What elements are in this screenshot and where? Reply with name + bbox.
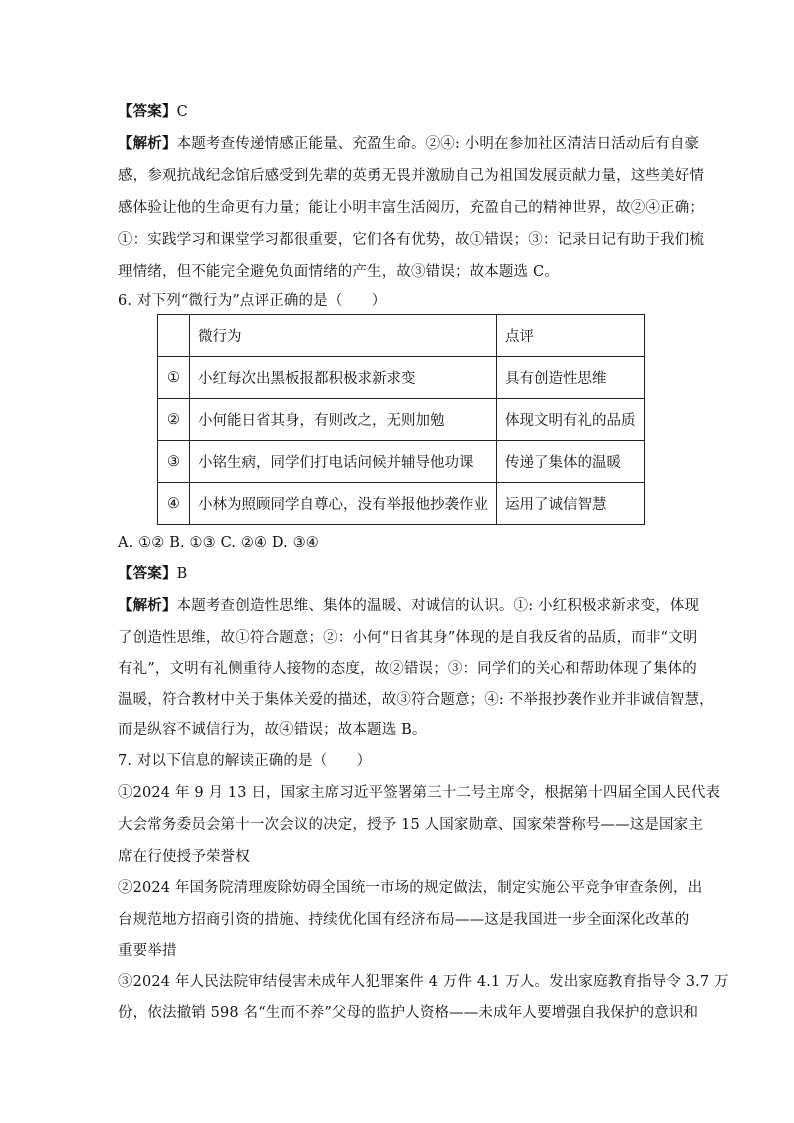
q6-options: A. ①② B. ①③ C. ②④ D. ③④ [118,535,319,551]
table-header-comment: 点评 [497,315,645,357]
q7-line: 台规范地方招商引资的措施、持续优化国有经济布局——这是我国进一步全面深化改革的 [118,912,690,928]
row-number: ④ [158,483,190,525]
q6-analysis-line: 而是纵容不诚信行为，故④错误；故本题选 B。 [118,722,427,738]
q7-line: ③2024 年人民法院审结侵害未成年人犯罪案件 4 万件 4.1 万人。发出家庭教育指导令 3.7 万 [118,974,729,990]
comment-cell: 运用了诚信智慧 [497,483,645,525]
q6-question: 6. 对下列“微行为”点评正确的是（ ） [118,293,387,309]
micro-behavior-table [157,314,645,525]
q5-answer: 【答案】C [118,103,188,120]
table-row [158,399,645,441]
behavior-cell: 小红每次出黑板报都积极求新求变 [190,357,497,399]
table-header-row [158,315,645,357]
q5-analysis-line: 感，参观抗战纪念馆后感受到先辈的英勇无畏并激励自己为祖国发展贡献力量，这些美好情 [118,168,704,184]
behavior-cell: 小何能日省其身，有则改之，无则加勉 [190,399,497,441]
table-row [158,483,645,525]
table-row [158,441,645,483]
q5-analysis-line: ①：实践学习和课堂学习都很重要，它们各有优势，故①错误；③：记录日记有助于我们梳 [118,232,704,248]
row-number: ② [158,399,190,441]
behavior-cell: 小林为照顾同学自尊心，没有举报他抄袭作业 [190,483,497,525]
q7-question: 7. 对以下信息的解读正确的是（ ） [118,753,372,769]
q5-analysis-line: 感体验让他的生命更有力量；能让小明丰富生活阅历，充盈自己的精神世界，故②④正确； [118,200,704,216]
q6-analysis-line: 有礼”，文明有礼侧重待人接物的态度，故②错误；③：同学们的关心和帮助体现了集体的 [118,661,697,677]
q5-analysis-line: 【解析】本题考查传递情感正能量、充盈生命。②④: 小明在参加社区清洁日活动后有自豪 [118,135,700,152]
table-header-behavior: 微行为 [190,315,497,357]
comment-cell: 具有创造性思维 [497,357,645,399]
q7-line: 份，依法撤销 598 名“生而不养”父母的监护人资格——未成年人要增强自我保护的意识和 [118,1005,699,1021]
q7-line: 大会常务委员会第十一次会议的决定，授予 15 人国家勋章、国家荣誉称号——这是国家主 [118,817,703,833]
comment-cell: 传递了集体的温暖 [497,441,645,483]
q6-analysis-line: 了创造性思维，故①符合题意；②：小何“日省其身”体现的是自我反省的品质，而非“文明 [118,630,698,646]
table-row [158,357,645,399]
q6-analysis-line: 【解析】本题考查创造性思维、集体的温暖、对诚信的认识。①: 小红积极求新求变，体现 [118,597,700,614]
row-number: ① [158,357,190,399]
q6-analysis-line: 温暖，符合教材中关于集体关爱的描述，故③符合题意；④: 不举报抄袭作业并非诚信智慧， [118,692,714,708]
q7-line: 席在行使授予荣誉权 [118,849,250,865]
q5-analysis-line: 理情绪，但不能完全避免负面情绪的产生，故③错误；故本题选 C。 [118,264,559,280]
q7-line: ①2024 年 9 月 13 日，国家主席习近平签署第三十二号主席令，根据第十四届全国人民代表 [118,785,721,801]
table-cell [158,315,190,357]
q7-line: 重要举措 [118,943,177,959]
comment-cell: 体现文明有礼的品质 [497,399,645,441]
behavior-cell: 小铭生病，同学们打电话问候并辅导他功课 [190,441,497,483]
q6-answer: 【答案】B [118,565,188,582]
q7-line: ②2024 年国务院清理废除妨碍全国统一市场的规定做法，制定实施公平竞争审查条例，出 [118,880,703,896]
row-number: ③ [158,441,190,483]
